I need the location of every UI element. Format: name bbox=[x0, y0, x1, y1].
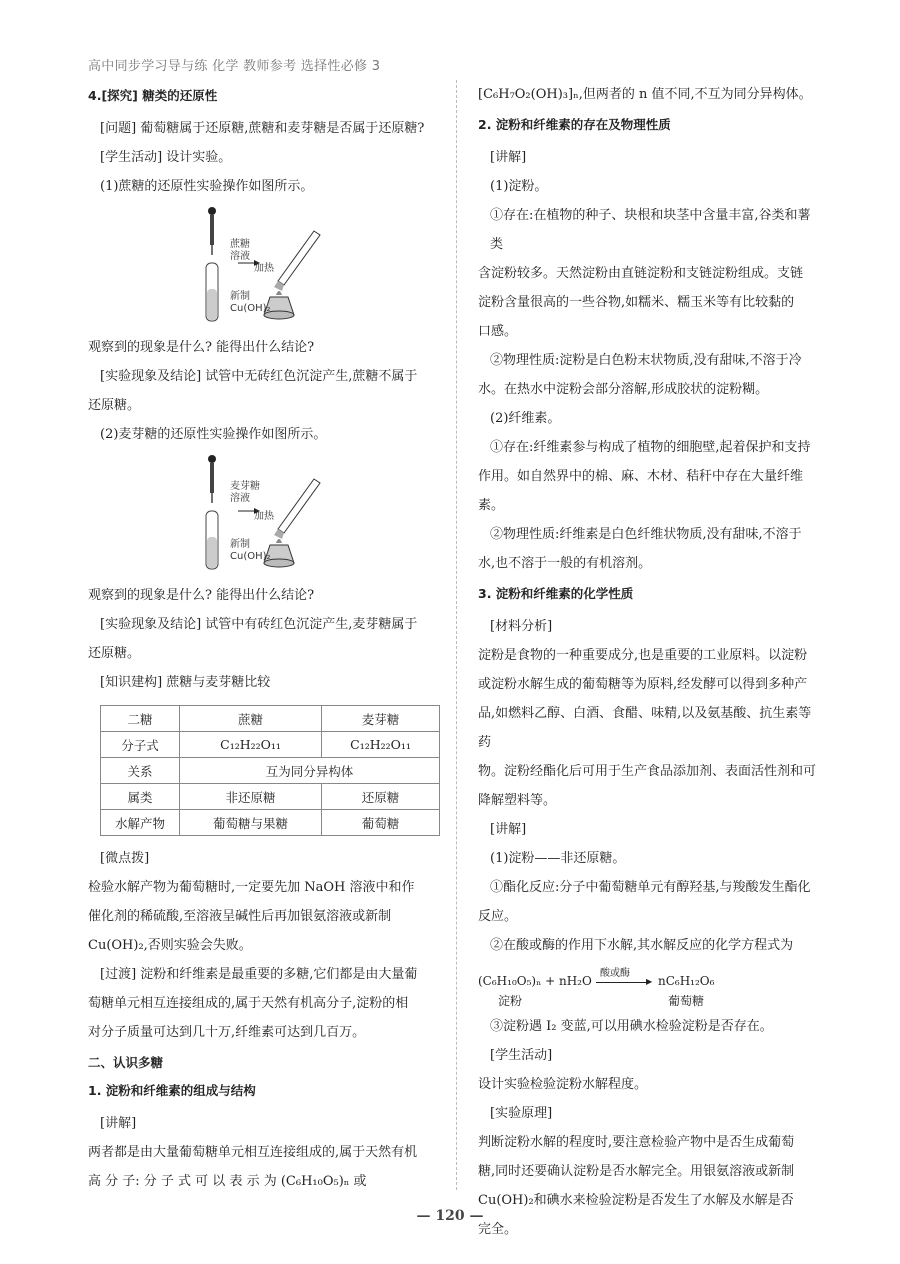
principle-label: [实验原理] bbox=[490, 1106, 553, 1121]
body-text: 淀粉含量很高的一些谷物,如糯米、糯玉米等有比较黏的 bbox=[478, 295, 795, 310]
body-text: 口感。 bbox=[478, 324, 518, 339]
body-text: 降解塑料等。 bbox=[478, 793, 557, 808]
body-text: 品,如燃料乙醇、白酒、食醋、味精,以及氨基酸、抗生素等药 bbox=[478, 706, 812, 750]
body-text: 物。淀粉经酯化后可用于生产食品添加剂、表面活性剂和可 bbox=[478, 764, 817, 779]
result-1b: 还原糖。 bbox=[88, 398, 141, 413]
section-4-title: 4.[探究] 糖类的还原性 bbox=[88, 88, 218, 103]
body-text: (1)淀粉——非还原糖。 bbox=[490, 851, 626, 866]
running-header: 高中同步学习导与练 化学 教师参考 选择性必修 3 bbox=[88, 59, 381, 74]
material-label: [材料分析] bbox=[490, 619, 553, 634]
equation-arrow bbox=[596, 982, 648, 983]
continuation-text: [C₆H₇O₂(OH)₃]ₙ,但两者的 n 值不同,不互为同分异构体。 bbox=[478, 87, 812, 102]
transition-text: 对分子质量可达到几十万,纤维素可达到几百万。 bbox=[88, 1025, 366, 1040]
table-row: 分子式 C₁₂H₂₂O₁₁ C₁₂H₂₂O₁₁ bbox=[101, 732, 440, 758]
arrow-head: ▶ bbox=[646, 977, 653, 986]
hydrolysis-equation bbox=[478, 964, 818, 1008]
explanation-label: [讲解] bbox=[100, 1116, 137, 1131]
section-heading: 二、认识多糖 bbox=[88, 1055, 164, 1070]
column-divider bbox=[456, 80, 457, 1190]
body-text: 或淀粉水解生成的葡萄糖等为原料,经发酵可以得到多种产 bbox=[478, 677, 808, 692]
tip-text: 催化剂的稀硫酸,至溶液呈碱性后再加银氨溶液或新制 bbox=[88, 909, 392, 924]
observe-2: 观察到的现象是什么? 能得出什么结论? bbox=[88, 588, 315, 603]
body-text: ③淀粉遇 I₂ 变蓝,可以用碘水检验淀粉是否存在。 bbox=[490, 1019, 773, 1034]
body-text: 水。在热水中淀粉会部分溶解,形成胶状的淀粉糊。 bbox=[478, 382, 769, 397]
explanation-label: [讲解] bbox=[490, 150, 527, 165]
glucose-under-label: 葡萄糖 bbox=[668, 994, 705, 1008]
body-text: 完全。 bbox=[478, 1222, 518, 1237]
transition-text: [过渡] 淀粉和纤维素是最重要的多糖,它们都是由大量葡 bbox=[100, 967, 418, 982]
body-text: 淀粉是食物的一种重要成分,也是重要的工业原料。以淀粉 bbox=[478, 648, 808, 663]
table-row: 关系 互为同分异构体 bbox=[101, 758, 440, 784]
fig1-solution-label: 蔗糖 溶液 bbox=[230, 239, 250, 262]
knowledge-construction: [知识建构] 蔗糖与麦芽糖比较 bbox=[100, 675, 271, 690]
equation-condition: 酸或酶 bbox=[600, 968, 630, 979]
cellulose-heading: (2)纤维素。 bbox=[490, 411, 561, 426]
experiment-1: (1)蔗糖的还原性实验操作如图所示。 bbox=[100, 179, 314, 194]
maltose-experiment-figure bbox=[88, 451, 438, 575]
fig1-heat-label: 加热 bbox=[254, 263, 274, 274]
student-activity: [学生活动] 设计实验。 bbox=[100, 150, 232, 165]
sucrose-experiment-figure bbox=[88, 203, 438, 327]
fig2-heat-label: 加热 bbox=[254, 511, 274, 522]
table-row: 水解产物 葡萄糖与果糖 葡萄糖 bbox=[101, 810, 440, 836]
explanation-label: [讲解] bbox=[490, 822, 527, 837]
fig2-reagent-label: 新制 Cu(OH)₂ bbox=[230, 539, 271, 562]
body-text: ②物理性质:淀粉是白色粉末状物质,没有甜味,不溶于冷 bbox=[490, 353, 802, 368]
body-text: 反应。 bbox=[478, 909, 518, 924]
result-2b: 还原糖。 bbox=[88, 646, 141, 661]
question: [问题] 葡萄糖属于还原糖,蔗糖和麦芽糖是否属于还原糖? bbox=[100, 121, 425, 136]
starch-heading: (1)淀粉。 bbox=[490, 179, 548, 194]
body-text: 糖,同时还要确认淀粉是否水解完全。用银氨溶液或新制 bbox=[478, 1164, 795, 1179]
starch-under-label: 淀粉 bbox=[498, 994, 523, 1008]
transition-text: 萄糖单元相互连接组成的,属于天然有机高分子,淀粉的相 bbox=[88, 996, 409, 1011]
explanation-text: 两者都是由大量葡萄糖单元相互连接组成的,属于天然有机 bbox=[88, 1145, 418, 1160]
left-column bbox=[88, 80, 438, 1196]
body-text: ②在酸或酶的作用下水解,其水解反应的化学方程式为 bbox=[490, 938, 794, 953]
body-text: 水,也不溶于一般的有机溶剂。 bbox=[478, 556, 652, 571]
disaccharide-comparison-table bbox=[100, 705, 440, 836]
tip-label: [微点拨] bbox=[100, 851, 150, 866]
body-text: 判断淀粉水解的程度时,要注意检验产物中是否生成葡萄 bbox=[478, 1135, 795, 1150]
student-activity: [学生活动] bbox=[490, 1048, 553, 1063]
subsection-heading: 2. 淀粉和纤维素的存在及物理性质 bbox=[478, 117, 671, 132]
equation-products: nC₆H₁₂O₆ bbox=[658, 974, 715, 988]
page-number: — 120 — bbox=[416, 1208, 484, 1224]
fig2-solution-label: 麦芽糖 溶液 bbox=[230, 481, 260, 504]
subsection-heading: 1. 淀粉和纤维素的组成与结构 bbox=[88, 1083, 256, 1098]
body-text: ①存在:在植物的种子、块根和块茎中含量丰富,谷类和薯类 bbox=[490, 208, 811, 252]
table-row: 二糖 蔗糖 麦芽糖 bbox=[101, 706, 440, 732]
result-2a: [实验现象及结论] 试管中有砖红色沉淀产生,麦芽糖属于 bbox=[100, 617, 418, 632]
table-row: 属类 非还原糖 还原糖 bbox=[101, 784, 440, 810]
body-text: Cu(OH)₂和碘水来检验淀粉是否发生了水解及水解是否 bbox=[478, 1193, 794, 1208]
body-text: 含淀粉较多。天然淀粉由直链淀粉和支链淀粉组成。支链 bbox=[478, 266, 804, 281]
tip-text: 检验水解产物为葡萄糖时,一定要先加 NaOH 溶液中和作 bbox=[88, 880, 415, 895]
body-text: ①酯化反应:分子中葡萄糖单元有醇羟基,与羧酸发生酯化 bbox=[490, 880, 811, 895]
right-column bbox=[478, 80, 818, 1244]
subsection-heading: 3. 淀粉和纤维素的化学性质 bbox=[478, 586, 634, 601]
body-text: 作用。如自然界中的棉、麻、木材、秸秆中存在大量纤维素。 bbox=[478, 469, 804, 513]
experiment-2: (2)麦芽糖的还原性实验操作如图所示。 bbox=[100, 427, 327, 442]
fig1-reagent-label: 新制 Cu(OH)₂ bbox=[230, 291, 271, 314]
equation-reactants: (C₆H₁₀O₅)ₙ + nH₂O bbox=[478, 974, 592, 988]
tip-text: Cu(OH)₂,否则实验会失败。 bbox=[88, 938, 252, 953]
body-text: ②物理性质:纤维素是白色纤维状物质,没有甜味,不溶于 bbox=[490, 527, 802, 542]
result-1a: [实验现象及结论] 试管中无砖红色沉淀产生,蔗糖不属于 bbox=[100, 369, 418, 384]
explanation-text: 高 分 子: 分 子 式 可 以 表 示 为 (C₆H₁₀O₅)ₙ 或 bbox=[88, 1174, 367, 1189]
observe-1: 观察到的现象是什么? 能得出什么结论? bbox=[88, 340, 315, 355]
body-text: ①存在:纤维素参与构成了植物的细胞壁,起着保护和支持 bbox=[490, 440, 811, 455]
body-text: 设计实验检验淀粉水解程度。 bbox=[478, 1077, 648, 1092]
